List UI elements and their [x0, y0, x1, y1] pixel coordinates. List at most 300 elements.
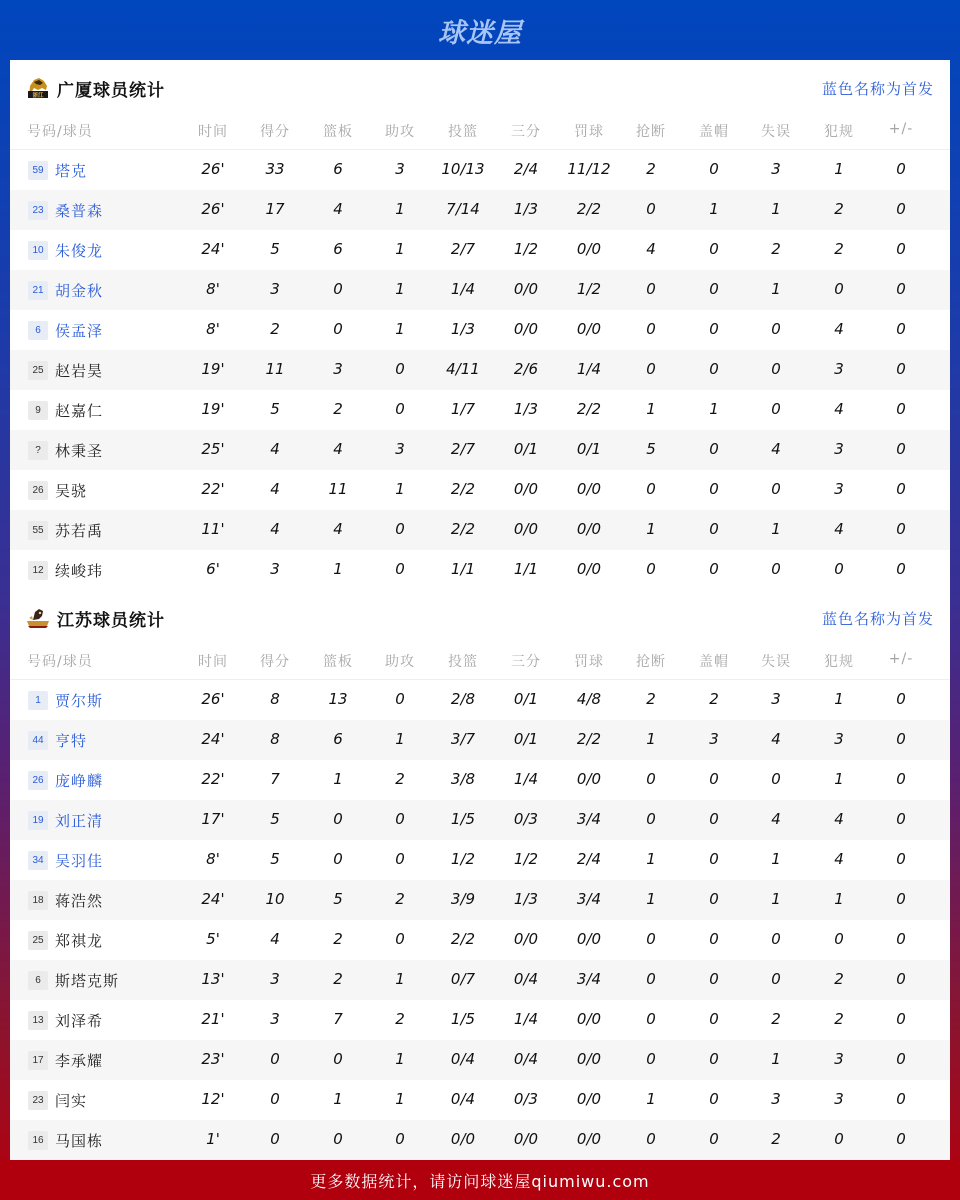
stat-plus-minus: 0	[896, 1090, 906, 1108]
stat-fouls: 1	[834, 770, 844, 788]
stat-three-pointers: 0/0	[513, 1130, 539, 1148]
player-name: 侯孟泽	[55, 322, 104, 340]
stat-assists: 1	[395, 240, 405, 258]
stat-free-throws: 1/2	[576, 280, 602, 298]
player-name: 桑普森	[55, 202, 104, 220]
col-field-goals: 投篮	[448, 124, 478, 140]
stat-blocks: 0	[709, 320, 719, 338]
stat-turnovers: 4	[771, 730, 781, 748]
player-name: 闫实	[55, 1092, 88, 1110]
stat-steals: 2	[646, 160, 656, 178]
dragon-logo-icon	[25, 606, 51, 630]
col-assists: 助攻	[385, 654, 415, 670]
jersey-number-badge: 12	[28, 561, 48, 580]
col-rebounds: 篮板	[323, 654, 353, 670]
col-plus-minus: +/-	[888, 121, 914, 137]
player-row	[10, 960, 950, 1000]
stat-field-goals: 1/5	[450, 810, 476, 828]
stat-points: 2	[270, 320, 280, 338]
stat-assists: 3	[395, 160, 405, 178]
col-fouls: 犯规	[824, 124, 854, 140]
stat-time: 23'	[201, 1050, 225, 1068]
stat-steals: 0	[646, 360, 656, 378]
stat-free-throws: 0/1	[576, 440, 602, 458]
stat-three-pointers: 0/0	[513, 280, 539, 298]
player-row	[10, 430, 950, 470]
jersey-number-badge: 23	[28, 1091, 48, 1110]
stat-rebounds: 7	[333, 1010, 343, 1028]
stat-rebounds: 0	[333, 280, 343, 298]
stat-assists: 2	[395, 1010, 405, 1028]
stat-fouls: 3	[834, 440, 844, 458]
stat-three-pointers: 0/4	[513, 1050, 539, 1068]
stat-assists: 1	[395, 320, 405, 338]
stat-three-pointers: 1/4	[513, 770, 539, 788]
stat-plus-minus: 0	[896, 560, 906, 578]
stat-assists: 2	[395, 890, 405, 908]
stat-three-pointers: 1/3	[513, 400, 539, 418]
stat-time: 26'	[201, 690, 225, 708]
stat-rebounds: 0	[333, 320, 343, 338]
col-field-goals: 投篮	[448, 654, 478, 670]
stat-points: 5	[270, 810, 280, 828]
jersey-number-badge: 13	[28, 1011, 48, 1030]
stat-assists: 1	[395, 730, 405, 748]
stat-turnovers: 3	[771, 160, 781, 178]
jersey-number-badge: 59	[28, 161, 48, 180]
stat-fouls: 0	[834, 930, 844, 948]
stat-fouls: 3	[834, 1090, 844, 1108]
stat-rebounds: 4	[333, 200, 343, 218]
stat-time: 19'	[201, 360, 225, 378]
stat-three-pointers: 0/0	[513, 320, 539, 338]
player-row	[10, 230, 950, 270]
stat-plus-minus: 0	[896, 1010, 906, 1028]
player-row	[10, 270, 950, 310]
stat-field-goals: 2/7	[450, 240, 476, 258]
stat-turnovers: 2	[771, 1130, 781, 1148]
stat-free-throws: 0/0	[576, 560, 602, 578]
stat-points: 10	[265, 890, 285, 908]
player-name: 贾尔斯	[55, 692, 104, 710]
stat-steals: 0	[646, 200, 656, 218]
stat-rebounds: 13	[328, 690, 348, 708]
stat-field-goals: 3/8	[450, 770, 476, 788]
stat-points: 5	[270, 400, 280, 418]
player-name: 苏若禹	[55, 522, 104, 540]
stat-blocks: 0	[709, 810, 719, 828]
player-name: 吴羽佳	[55, 852, 104, 870]
stat-blocks: 3	[709, 730, 719, 748]
stat-fouls: 2	[834, 1010, 844, 1028]
stat-free-throws: 3/4	[576, 970, 602, 988]
stat-points: 0	[270, 1050, 280, 1068]
stat-steals: 0	[646, 280, 656, 298]
stat-fouls: 2	[834, 240, 844, 258]
stat-plus-minus: 0	[896, 240, 906, 258]
player-row	[10, 190, 950, 230]
stat-fouls: 4	[834, 520, 844, 538]
stat-blocks: 0	[709, 850, 719, 868]
jersey-number-badge: 6	[28, 321, 48, 340]
stat-time: 26'	[201, 160, 225, 178]
player-row	[10, 680, 950, 720]
col-turnovers: 失误	[761, 654, 791, 670]
jersey-number-badge: 26	[28, 771, 48, 790]
stat-field-goals: 0/4	[450, 1090, 476, 1108]
stat-free-throws: 2/2	[576, 200, 602, 218]
stat-plus-minus: 0	[896, 440, 906, 458]
stat-turnovers: 0	[771, 930, 781, 948]
stat-turnovers: 4	[771, 810, 781, 828]
jersey-number-badge: ?	[28, 441, 48, 460]
svg-text:浙江: 浙江	[32, 93, 44, 99]
stat-turnovers: 0	[771, 360, 781, 378]
stat-steals: 4	[646, 240, 656, 258]
player-name: 斯塔克斯	[55, 972, 120, 990]
stat-assists: 0	[395, 520, 405, 538]
stat-blocks: 0	[709, 890, 719, 908]
stat-plus-minus: 0	[896, 320, 906, 338]
stat-turnovers: 0	[771, 320, 781, 338]
stat-field-goals: 7/14	[446, 200, 480, 218]
col-player: 号码/球员	[27, 654, 93, 670]
player-row	[10, 470, 950, 510]
stat-assists: 3	[395, 440, 405, 458]
col-time: 时间	[198, 124, 228, 140]
stat-fouls: 2	[834, 200, 844, 218]
lion-logo-icon	[25, 76, 51, 100]
stat-field-goals: 2/2	[450, 930, 476, 948]
stat-steals: 5	[646, 440, 656, 458]
stat-points: 5	[270, 850, 280, 868]
stat-blocks: 1	[709, 400, 719, 418]
stat-steals: 1	[646, 850, 656, 868]
player-name: 塔克	[55, 162, 88, 180]
player-row	[10, 550, 950, 590]
stat-three-pointers: 0/3	[513, 1090, 539, 1108]
stat-rebounds: 6	[333, 730, 343, 748]
stat-turnovers: 1	[771, 890, 781, 908]
stat-rebounds: 1	[333, 1090, 343, 1108]
jersey-number-badge: 25	[28, 361, 48, 380]
stat-steals: 0	[646, 1130, 656, 1148]
stat-turnovers: 1	[771, 200, 781, 218]
stat-time: 25'	[201, 440, 225, 458]
footer-banner	[0, 1160, 960, 1200]
stat-field-goals: 1/2	[450, 850, 476, 868]
stat-assists: 0	[395, 360, 405, 378]
stat-fouls: 3	[834, 730, 844, 748]
player-name: 续峻玮	[55, 562, 104, 580]
stat-plus-minus: 0	[896, 690, 906, 708]
stat-fouls: 1	[834, 160, 844, 178]
stat-time: 11'	[201, 520, 225, 538]
stat-turnovers: 4	[771, 440, 781, 458]
stat-rebounds: 2	[333, 970, 343, 988]
stat-steals: 0	[646, 1010, 656, 1028]
stat-points: 4	[270, 930, 280, 948]
stat-fouls: 4	[834, 810, 844, 828]
stat-three-pointers: 1/4	[513, 1010, 539, 1028]
stat-steals: 0	[646, 1050, 656, 1068]
stat-time: 21'	[201, 1010, 225, 1028]
stat-field-goals: 1/1	[450, 560, 476, 578]
stat-points: 8	[270, 690, 280, 708]
stat-field-goals: 1/5	[450, 1010, 476, 1028]
player-row	[10, 390, 950, 430]
stat-assists: 0	[395, 850, 405, 868]
stat-rebounds: 4	[333, 440, 343, 458]
player-row	[10, 760, 950, 800]
stat-steals: 0	[646, 480, 656, 498]
stat-plus-minus: 0	[896, 480, 906, 498]
team-title: 江苏球员统计	[57, 610, 165, 631]
stat-free-throws: 0/0	[576, 480, 602, 498]
stat-assists: 0	[395, 400, 405, 418]
stat-rebounds: 6	[333, 240, 343, 258]
stat-points: 7	[270, 770, 280, 788]
stat-turnovers: 0	[771, 770, 781, 788]
stat-fouls: 3	[834, 1050, 844, 1068]
stat-assists: 0	[395, 690, 405, 708]
brand-logo: 球迷屋	[438, 17, 522, 49]
stat-time: 22'	[201, 770, 225, 788]
stat-points: 4	[270, 520, 280, 538]
jersey-number-badge: 25	[28, 931, 48, 950]
stat-time: 26'	[201, 200, 225, 218]
stat-blocks: 0	[709, 770, 719, 788]
stat-steals: 1	[646, 520, 656, 538]
stat-time: 5'	[206, 930, 220, 948]
stat-rebounds: 1	[333, 560, 343, 578]
stat-field-goals: 1/3	[450, 320, 476, 338]
stat-three-pointers: 0/0	[513, 520, 539, 538]
player-row	[10, 310, 950, 350]
stat-plus-minus: 0	[896, 520, 906, 538]
player-name: 李承耀	[55, 1052, 104, 1070]
stat-plus-minus: 0	[896, 1050, 906, 1068]
stat-assists: 1	[395, 480, 405, 498]
player-row	[10, 800, 950, 840]
stat-blocks: 0	[709, 1130, 719, 1148]
stat-free-throws: 0/0	[576, 770, 602, 788]
player-rows	[10, 150, 950, 590]
stat-blocks: 0	[709, 930, 719, 948]
stat-points: 11	[265, 360, 285, 378]
stat-assists: 1	[395, 1090, 405, 1108]
stat-field-goals: 1/7	[450, 400, 476, 418]
player-name: 刘正清	[55, 812, 104, 830]
stat-fouls: 1	[834, 890, 844, 908]
stat-plus-minus: 0	[896, 160, 906, 178]
stat-points: 3	[270, 560, 280, 578]
col-points: 得分	[260, 654, 290, 670]
stat-assists: 1	[395, 1050, 405, 1068]
col-blocks: 盖帽	[699, 124, 729, 140]
stat-fouls: 3	[834, 360, 844, 378]
col-rebounds: 篮板	[323, 124, 353, 140]
stat-steals: 1	[646, 1090, 656, 1108]
stat-blocks: 0	[709, 1010, 719, 1028]
stat-time: 8'	[206, 280, 220, 298]
stat-time: 1'	[206, 1130, 220, 1148]
stat-three-pointers: 0/1	[513, 440, 539, 458]
col-points: 得分	[260, 124, 290, 140]
stat-plus-minus: 0	[896, 400, 906, 418]
stat-free-throws: 0/0	[576, 1010, 602, 1028]
stat-blocks: 0	[709, 970, 719, 988]
stat-free-throws: 4/8	[576, 690, 602, 708]
jersey-number-badge: 9	[28, 401, 48, 420]
player-row	[10, 510, 950, 550]
stat-field-goals: 1/4	[450, 280, 476, 298]
stat-three-pointers: 0/3	[513, 810, 539, 828]
jersey-number-badge: 26	[28, 481, 48, 500]
stat-plus-minus: 0	[896, 200, 906, 218]
stat-free-throws: 2/2	[576, 730, 602, 748]
stat-three-pointers: 1/3	[513, 890, 539, 908]
table-header	[10, 640, 950, 680]
player-row	[10, 920, 950, 960]
stat-fouls: 2	[834, 970, 844, 988]
player-name: 郑祺龙	[55, 932, 104, 950]
stat-turnovers: 2	[771, 1010, 781, 1028]
stat-points: 4	[270, 480, 280, 498]
stat-assists: 0	[395, 560, 405, 578]
stat-rebounds: 11	[328, 480, 348, 498]
stat-time: 12'	[201, 1090, 225, 1108]
starter-legend: 蓝色名称为首发	[821, 80, 934, 98]
stat-blocks: 0	[709, 360, 719, 378]
team-title-row	[10, 602, 950, 634]
stat-plus-minus: 0	[896, 360, 906, 378]
stat-three-pointers: 1/3	[513, 200, 539, 218]
stat-free-throws: 11/12	[567, 160, 611, 178]
stat-free-throws: 2/2	[576, 400, 602, 418]
stat-turnovers: 1	[771, 520, 781, 538]
stat-rebounds: 5	[333, 890, 343, 908]
stat-plus-minus: 0	[896, 930, 906, 948]
jersey-number-badge: 21	[28, 281, 48, 300]
stat-assists: 2	[395, 770, 405, 788]
stat-rebounds: 4	[333, 520, 343, 538]
player-name: 林秉圣	[55, 442, 104, 460]
stat-fouls: 0	[834, 560, 844, 578]
player-row	[10, 1040, 950, 1080]
stat-plus-minus: 0	[896, 850, 906, 868]
col-free-throws: 罚球	[574, 654, 604, 670]
stat-three-pointers: 0/0	[513, 930, 539, 948]
col-steals: 抢断	[636, 124, 666, 140]
stat-steals: 1	[646, 730, 656, 748]
player-name: 朱俊龙	[55, 242, 104, 260]
player-name: 亨特	[55, 732, 88, 750]
stat-blocks: 0	[709, 480, 719, 498]
col-time: 时间	[198, 654, 228, 670]
stat-points: 17	[265, 200, 285, 218]
starter-legend: 蓝色名称为首发	[821, 610, 934, 628]
player-name: 吴骁	[55, 482, 88, 500]
col-steals: 抢断	[636, 654, 666, 670]
stat-points: 3	[270, 1010, 280, 1028]
stat-fouls: 4	[834, 400, 844, 418]
player-row	[10, 1000, 950, 1040]
stat-free-throws: 0/0	[576, 1130, 602, 1148]
col-turnovers: 失误	[761, 124, 791, 140]
stat-fouls: 1	[834, 690, 844, 708]
stat-field-goals: 2/2	[450, 520, 476, 538]
jersey-number-badge: 55	[28, 521, 48, 540]
stat-free-throws: 0/0	[576, 520, 602, 538]
stat-blocks: 0	[709, 1050, 719, 1068]
stat-free-throws: 3/4	[576, 810, 602, 828]
stat-turnovers: 3	[771, 1090, 781, 1108]
jersey-number-badge: 23	[28, 201, 48, 220]
stat-points: 3	[270, 280, 280, 298]
stat-time: 22'	[201, 480, 225, 498]
stat-time: 6'	[206, 560, 220, 578]
stat-blocks: 0	[709, 160, 719, 178]
stat-time: 13'	[201, 970, 225, 988]
stat-rebounds: 0	[333, 1130, 343, 1148]
stat-rebounds: 3	[333, 360, 343, 378]
stat-free-throws: 0/0	[576, 1050, 602, 1068]
col-free-throws: 罚球	[574, 124, 604, 140]
stat-rebounds: 0	[333, 1050, 343, 1068]
player-name: 赵岩昊	[55, 362, 104, 380]
stat-time: 19'	[201, 400, 225, 418]
stat-rebounds: 2	[333, 930, 343, 948]
stat-time: 24'	[201, 240, 225, 258]
stat-points: 4	[270, 440, 280, 458]
stat-blocks: 1	[709, 200, 719, 218]
stat-blocks: 0	[709, 1090, 719, 1108]
stat-field-goals: 0/0	[450, 1130, 476, 1148]
stat-plus-minus: 0	[896, 730, 906, 748]
jersey-number-badge: 34	[28, 851, 48, 870]
stat-fouls: 4	[834, 850, 844, 868]
player-name: 马国栋	[55, 1132, 104, 1150]
stat-free-throws: 0/0	[576, 320, 602, 338]
stat-fouls: 0	[834, 1130, 844, 1148]
stat-plus-minus: 0	[896, 970, 906, 988]
stat-three-pointers: 1/2	[513, 240, 539, 258]
stat-plus-minus: 0	[896, 770, 906, 788]
stat-points: 33	[265, 160, 285, 178]
player-row	[10, 150, 950, 190]
stat-blocks: 0	[709, 560, 719, 578]
stat-field-goals: 10/13	[441, 160, 485, 178]
stat-rebounds: 2	[333, 400, 343, 418]
stat-plus-minus: 0	[896, 890, 906, 908]
jersey-number-badge: 10	[28, 241, 48, 260]
jersey-number-badge: 1	[28, 691, 48, 710]
stat-assists: 1	[395, 970, 405, 988]
col-player: 号码/球员	[27, 124, 93, 140]
jersey-number-badge: 6	[28, 971, 48, 990]
stat-three-pointers: 1/2	[513, 850, 539, 868]
col-three-pointers: 三分	[511, 654, 541, 670]
stat-three-pointers: 1/1	[513, 560, 539, 578]
stat-assists: 1	[395, 200, 405, 218]
footer-link-text[interactable]: 更多数据统计，请访问球迷屋qiumiwu.com	[310, 1171, 650, 1191]
stat-points: 0	[270, 1130, 280, 1148]
stat-time: 8'	[206, 320, 220, 338]
stat-steals: 2	[646, 690, 656, 708]
table-header	[10, 110, 950, 150]
player-row	[10, 1120, 950, 1160]
